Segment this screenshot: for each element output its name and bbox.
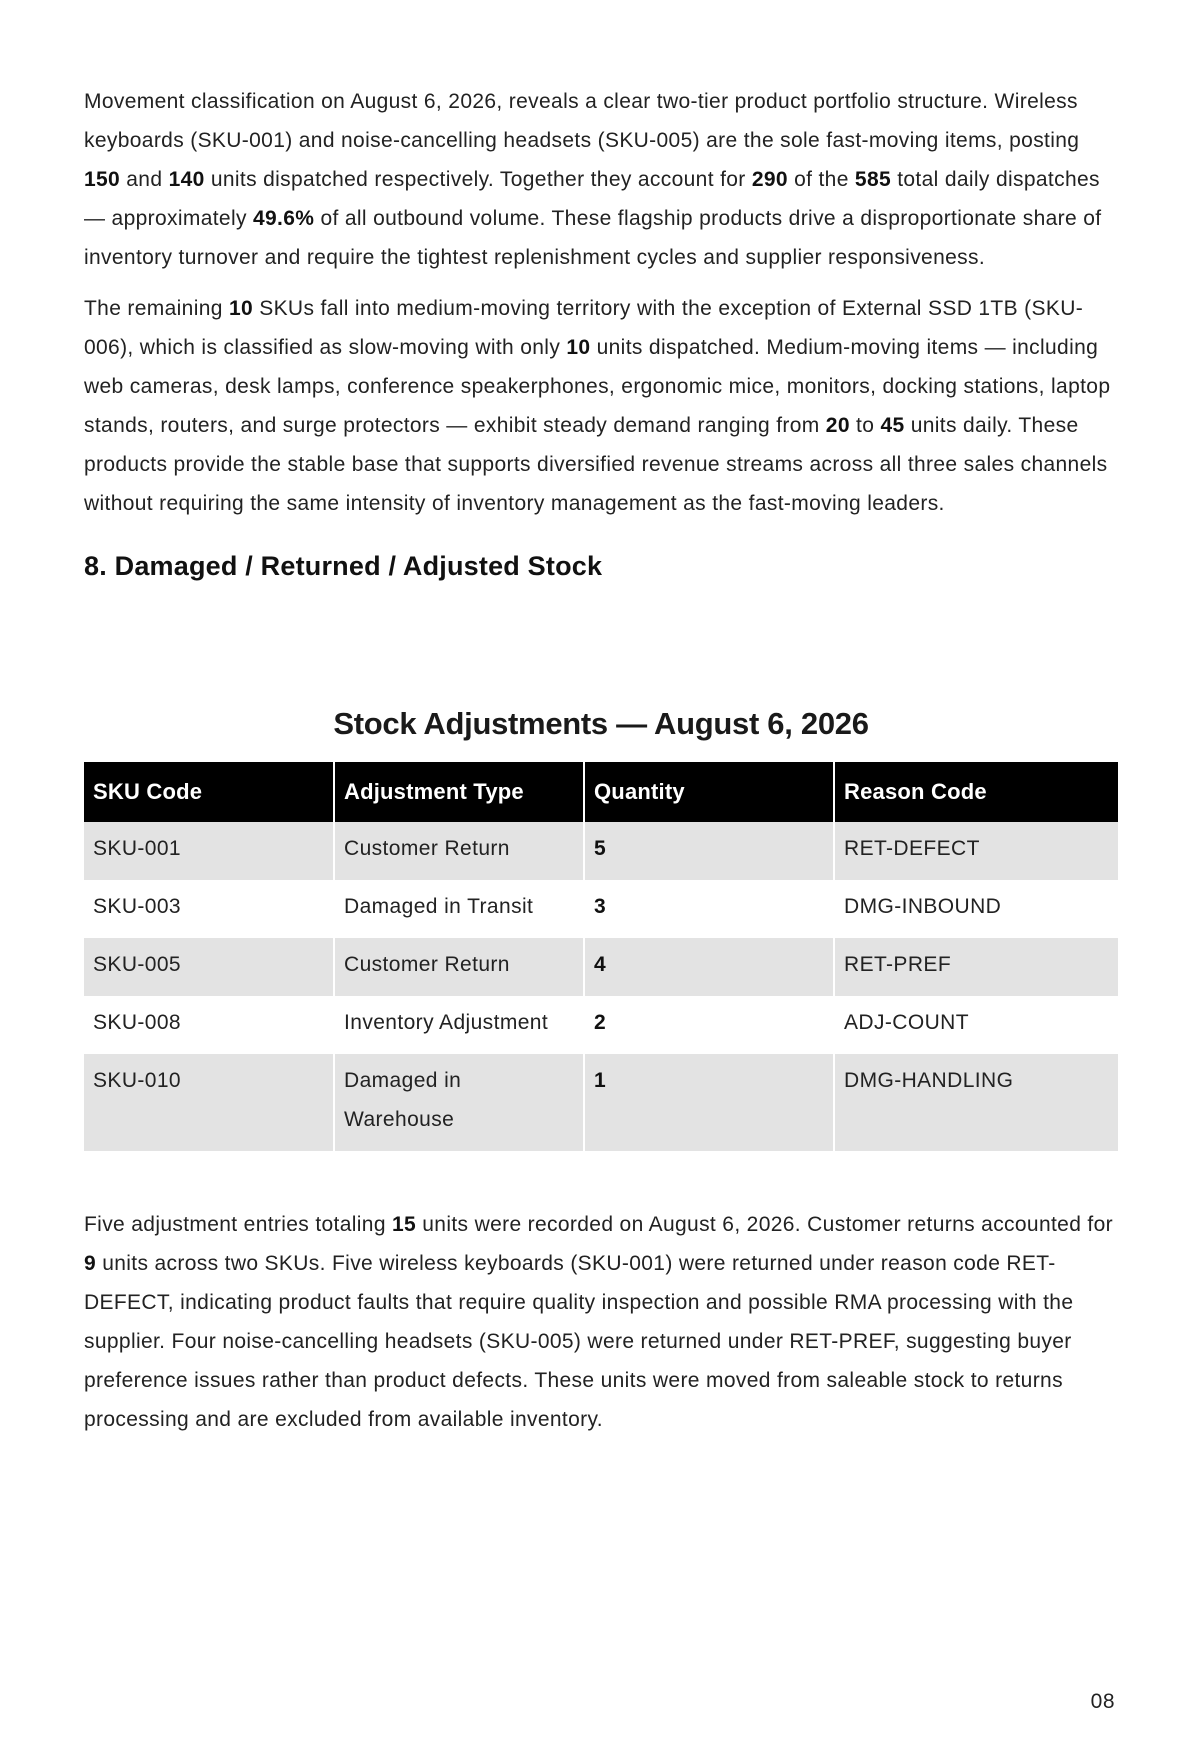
bold-figure: 290	[751, 168, 788, 191]
stock-adjustments-table	[84, 762, 1118, 1151]
adjustment-type-cell: Damaged in Warehouse	[334, 1054, 584, 1151]
reason-code-cell: DMG-HANDLING	[834, 1054, 1118, 1151]
quantity-cell: 3	[584, 880, 834, 938]
column-header-quantity: Quantity	[584, 762, 834, 822]
sku-code-cell: SKU-008	[84, 996, 334, 1054]
table-row	[84, 938, 1118, 996]
paragraphs-top	[84, 82, 1118, 523]
table-row	[84, 822, 1118, 880]
quantity-cell: 2	[584, 996, 834, 1054]
column-header-sku-code: SKU Code	[84, 762, 334, 822]
reason-code-cell: RET-DEFECT	[834, 822, 1118, 880]
page-number: 08	[1090, 1690, 1115, 1713]
reason-code-cell: DMG-INBOUND	[844, 895, 1002, 918]
bold-figure: 140	[168, 168, 205, 191]
bold-figure: 45	[880, 414, 905, 437]
reason-code-cell: ADJ-COUNT	[844, 1011, 969, 1034]
bold-figure: 9	[84, 1252, 97, 1275]
bold-figure: 150	[84, 168, 121, 191]
table-row	[84, 996, 1118, 1054]
bold-figure: 15	[392, 1213, 417, 1236]
quantity-cell: 5	[584, 822, 834, 880]
bold-figure: 585	[854, 168, 892, 191]
bold-figure: 10	[566, 336, 591, 359]
paragraphs-bottom	[84, 1205, 1118, 1439]
paragraph-movement-classification: Movement classification on August 6, 2026, reveals a clear two-tier product portfolio structure. Wireless keyboards (SKU-001) and noise-cancelling headsets (SKU-005) are the sole fast-moving items, posting 150 and 140 units dispatched respectively. Together they account for 290 of the 585 total daily dispatches — approximately 49.6% of all outbound volume. These flagship products drive a disproportionate share of inventory turnover and require the tightest replenishment cycles and supplier responsiveness.	[84, 90, 1102, 269]
section-heading: 8. Damaged / Returned / Adjusted Stock	[84, 551, 603, 581]
sku-code-cell: SKU-005	[84, 938, 334, 996]
quantity-cell: 4	[584, 938, 834, 996]
quantity-cell: 1	[584, 1054, 834, 1151]
reason-code-cell: RET-PREF	[834, 938, 1118, 996]
sku-code-cell: SKU-001	[84, 822, 334, 880]
adjustment-type-cell: Customer Return	[334, 938, 584, 996]
bold-figure: 10	[228, 297, 254, 320]
paragraph-medium-moving: The remaining 10 SKUs fall into medium-moving territory with the exception of External SSD 1TB (SKU-006), which is classified as slow-moving with only 10 units dispatched. Medium-moving items — including web cameras, desk lamps, conference speakerphones, ergonomic mice, monitors, docking stations, laptop stands, routers, and surge protectors — exhibit steady demand ranging from 20 to 45 units daily. These products provide the stable base that supports diversified revenue streams across all three sales channels without requiring the same intensity of inventory management as the fast-moving leaders.	[84, 297, 1111, 515]
bold-figure: 49.6%	[253, 207, 315, 230]
bold-figure: 20	[825, 414, 850, 437]
adjustment-type-cell: Damaged in Transit	[334, 880, 584, 938]
adjustment-type-cell: Inventory Adjustment	[334, 996, 584, 1054]
adjustment-type-cell: Customer Return	[334, 822, 584, 880]
sku-code-cell: SKU-010	[84, 1054, 334, 1151]
table-header-row	[84, 762, 1118, 822]
table-title: Stock Adjustments — August 6, 2026	[333, 706, 869, 741]
sku-code-cell: SKU-003	[84, 880, 334, 938]
table-row	[84, 880, 1118, 938]
document-page	[84, 82, 1118, 1451]
table-row	[84, 1054, 1118, 1151]
paragraph-adjustment-summary: Five adjustment entries totaling 15 units were recorded on August 6, 2026. Customer returns accounted for 9 units across two SKUs. Five wireless keyboards (SKU-001) were returned under reason code RET-DEFECT, indicating product faults that require quality inspection and possible RMA processing with the supplier. Four noise-cancelling headsets (SKU-005) were returned under RET-PREF, suggesting buyer preference issues rather than product defects. These units were moved from saleable stock to returns processing and are excluded from available inventory.	[84, 1213, 1113, 1431]
column-header-adjustment-type: Adjustment Type	[334, 762, 584, 822]
column-header-reason-code: Reason Code	[834, 762, 1118, 822]
